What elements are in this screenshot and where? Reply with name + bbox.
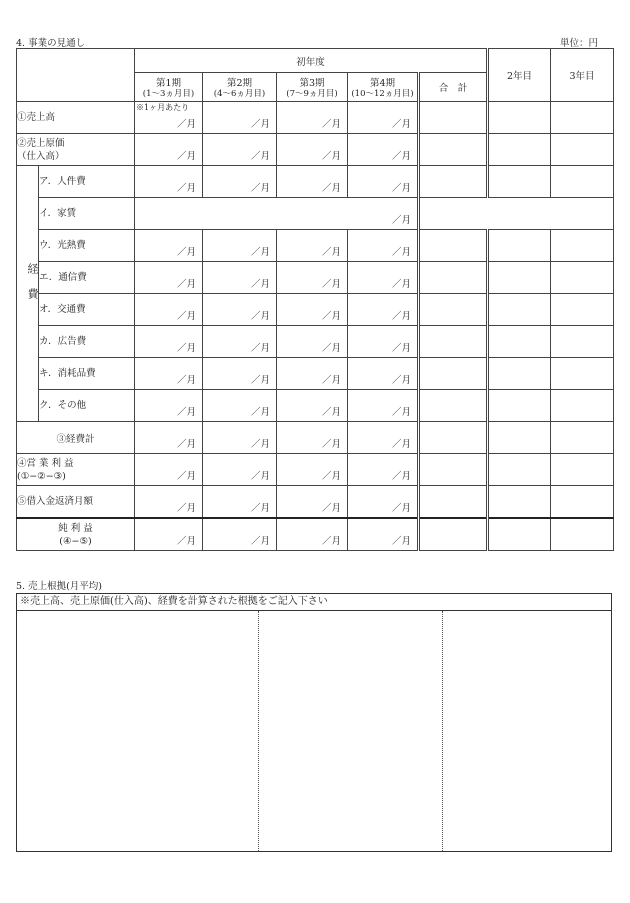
input-cell[interactable]: ／月 bbox=[135, 230, 203, 262]
total-cell[interactable] bbox=[419, 294, 488, 326]
year2-cell[interactable] bbox=[488, 102, 551, 134]
total-cell[interactable] bbox=[419, 358, 488, 390]
input-cell[interactable]: ／月 bbox=[135, 166, 203, 198]
total-cell[interactable] bbox=[419, 230, 488, 262]
basis-column-3[interactable] bbox=[443, 611, 611, 851]
input-cell[interactable]: ／月 bbox=[135, 390, 203, 422]
row-label-expense: カ．広告費 bbox=[39, 326, 135, 358]
total-cell[interactable] bbox=[419, 262, 488, 294]
input-cell[interactable]: ／月 bbox=[277, 390, 348, 422]
year2-cell[interactable] bbox=[488, 390, 551, 422]
row-label-sales: ①売上高 bbox=[17, 102, 135, 134]
period-1-header: 第1期 (1〜3ヵ月目) bbox=[135, 73, 203, 102]
input-cell[interactable]: ／月 bbox=[348, 326, 419, 358]
row-label-expense: ウ．光熱費 bbox=[39, 230, 135, 262]
period-2-header: 第2期 (4〜6ヵ月目) bbox=[203, 73, 277, 102]
input-cell[interactable]: ／月 bbox=[277, 102, 348, 134]
input-cell[interactable]: ／月 bbox=[203, 390, 277, 422]
business-forecast-table bbox=[16, 48, 614, 551]
total-cell[interactable] bbox=[419, 134, 488, 166]
year3-cell[interactable] bbox=[551, 422, 614, 454]
total-cell[interactable] bbox=[419, 390, 488, 422]
table-row-expense bbox=[17, 294, 614, 326]
input-cell[interactable]: ／月 bbox=[203, 518, 277, 551]
first-year-header: 初年度 bbox=[135, 49, 488, 73]
table-row-operating-profit bbox=[17, 454, 614, 486]
row-label-expense: イ．家賃 bbox=[39, 198, 135, 230]
input-cell[interactable]: ／月 bbox=[277, 230, 348, 262]
year2-cell[interactable] bbox=[488, 518, 551, 551]
table-row-net-profit bbox=[17, 518, 614, 551]
sales-basis-instruction: ※売上高、売上原価(仕入高)、経費を計算された根拠をご記入下さい bbox=[17, 594, 611, 611]
year3-cell[interactable] bbox=[551, 326, 614, 358]
input-cell[interactable]: ／月 bbox=[203, 294, 277, 326]
year3-cell[interactable] bbox=[551, 294, 614, 326]
year3-cell[interactable] bbox=[551, 454, 614, 486]
row-label-expense: キ．消耗品費 bbox=[39, 358, 135, 390]
input-cell[interactable]: ／月 bbox=[277, 454, 348, 486]
input-cell[interactable]: ／月 bbox=[135, 326, 203, 358]
row-label-cogs: ②売上原価 （仕入高） bbox=[17, 134, 135, 166]
input-cell[interactable]: ／月 bbox=[203, 326, 277, 358]
input-cell[interactable]: ／月 bbox=[135, 454, 203, 486]
expenses-vertical-label: 経費 bbox=[17, 166, 39, 422]
year3-cell[interactable] bbox=[551, 518, 614, 551]
input-cell[interactable]: ／月 bbox=[348, 454, 419, 486]
year3-cell[interactable] bbox=[551, 134, 614, 166]
table-row-expense-total bbox=[17, 422, 614, 454]
table-row-expense bbox=[17, 262, 614, 294]
input-cell[interactable]: ※1ヶ月あたり ／月 bbox=[135, 102, 203, 134]
input-cell[interactable]: ／月 bbox=[135, 358, 203, 390]
input-cell[interactable]: ／月 bbox=[348, 134, 419, 166]
input-cell[interactable]: ／月 bbox=[203, 486, 277, 519]
row-label-expense: オ．交通費 bbox=[39, 294, 135, 326]
input-cell[interactable]: ／月 bbox=[348, 422, 419, 454]
input-cell[interactable]: ／月 bbox=[277, 518, 348, 551]
table-row-sales bbox=[17, 102, 614, 134]
input-cell[interactable]: ／月 bbox=[135, 262, 203, 294]
total-cell[interactable] bbox=[419, 454, 488, 486]
year2-cell[interactable] bbox=[488, 134, 551, 166]
total-cell[interactable] bbox=[419, 166, 488, 198]
input-cell[interactable]: ／月 bbox=[348, 166, 419, 198]
rent-input-cell[interactable]: ／月 bbox=[135, 198, 419, 230]
rent-blank-cell bbox=[419, 198, 614, 230]
input-cell[interactable]: ／月 bbox=[348, 230, 419, 262]
input-cell[interactable]: ／月 bbox=[277, 422, 348, 454]
input-cell[interactable]: ／月 bbox=[348, 486, 419, 519]
input-cell[interactable]: ／月 bbox=[277, 166, 348, 198]
input-cell[interactable]: ／月 bbox=[348, 518, 419, 551]
input-cell[interactable]: ／月 bbox=[203, 230, 277, 262]
input-cell[interactable]: ／月 bbox=[277, 486, 348, 519]
input-cell[interactable]: ／月 bbox=[348, 390, 419, 422]
input-cell[interactable]: ／月 bbox=[277, 294, 348, 326]
total-cell[interactable] bbox=[419, 422, 488, 454]
input-cell[interactable]: ／月 bbox=[348, 102, 419, 134]
year3-cell[interactable] bbox=[551, 262, 614, 294]
year3-cell[interactable] bbox=[551, 390, 614, 422]
input-cell[interactable]: ／月 bbox=[203, 134, 277, 166]
input-cell[interactable]: ／月 bbox=[135, 518, 203, 551]
year3-cell[interactable] bbox=[551, 486, 614, 519]
table-row-cogs bbox=[17, 134, 614, 166]
year2-cell[interactable] bbox=[488, 358, 551, 390]
header-blank bbox=[17, 49, 135, 102]
input-cell[interactable]: ／月 bbox=[348, 358, 419, 390]
year2-cell[interactable] bbox=[488, 326, 551, 358]
input-cell[interactable]: ／月 bbox=[203, 454, 277, 486]
basis-column-2[interactable] bbox=[259, 611, 442, 851]
section-5-title: 5. 売上根拠(月平均) bbox=[16, 581, 102, 592]
year2-cell[interactable] bbox=[488, 262, 551, 294]
year2-header: 2年目 bbox=[488, 49, 551, 102]
table-row-expense bbox=[17, 390, 614, 422]
year3-cell[interactable] bbox=[551, 102, 614, 134]
input-cell[interactable]: ／月 bbox=[135, 134, 203, 166]
total-cell[interactable] bbox=[419, 102, 488, 134]
table-row-expense-rent bbox=[17, 198, 614, 230]
input-cell[interactable]: ／月 bbox=[277, 262, 348, 294]
table-row-expense bbox=[17, 166, 614, 198]
row-label-expense-total: ③経費計 bbox=[17, 422, 135, 454]
year2-cell[interactable] bbox=[488, 422, 551, 454]
year3-cell[interactable] bbox=[551, 230, 614, 262]
row-label-expense: ア．人件費 bbox=[39, 166, 135, 198]
input-cell[interactable]: ／月 bbox=[203, 422, 277, 454]
total-header: 合 計 bbox=[419, 73, 488, 102]
input-cell[interactable]: ／月 bbox=[348, 294, 419, 326]
unit-label: 単位：円 bbox=[560, 38, 599, 49]
input-cell[interactable]: ／月 bbox=[203, 102, 277, 134]
year2-cell[interactable] bbox=[488, 486, 551, 519]
year3-header: 3年目 bbox=[551, 49, 614, 102]
period-4-header: 第4期 (10〜12ヵ月目) bbox=[348, 73, 419, 102]
sales-basis-box bbox=[16, 593, 612, 852]
year2-cell[interactable] bbox=[488, 454, 551, 486]
table-row-expense bbox=[17, 326, 614, 358]
basis-column-1[interactable] bbox=[17, 611, 258, 851]
year2-cell[interactable] bbox=[488, 230, 551, 262]
row-label-net-profit: 純 利 益 (④−⑤) bbox=[17, 518, 135, 551]
period-3-header: 第3期 (7〜9ヵ月目) bbox=[277, 73, 348, 102]
year2-cell[interactable] bbox=[488, 294, 551, 326]
input-cell[interactable]: ／月 bbox=[203, 358, 277, 390]
section-4-title: 4. 事業の見通し bbox=[16, 38, 86, 49]
year3-cell[interactable] bbox=[551, 358, 614, 390]
row-label-expense: ク．その他 bbox=[39, 390, 135, 422]
input-cell[interactable]: ／月 bbox=[348, 262, 419, 294]
total-cell[interactable] bbox=[419, 326, 488, 358]
table-row-loan-repayment bbox=[17, 486, 614, 519]
total-cell[interactable] bbox=[419, 518, 488, 551]
input-cell[interactable]: ／月 bbox=[277, 134, 348, 166]
input-cell[interactable]: ／月 bbox=[135, 486, 203, 519]
year3-cell[interactable] bbox=[551, 166, 614, 198]
table-row-expense bbox=[17, 230, 614, 262]
input-cell[interactable]: ／月 bbox=[203, 166, 277, 198]
input-cell[interactable]: ／月 bbox=[135, 422, 203, 454]
input-cell[interactable]: ／月 bbox=[277, 326, 348, 358]
year2-cell[interactable] bbox=[488, 166, 551, 198]
input-cell[interactable]: ／月 bbox=[135, 294, 203, 326]
input-cell[interactable]: ／月 bbox=[203, 262, 277, 294]
input-cell[interactable]: ／月 bbox=[277, 358, 348, 390]
table-row-expense bbox=[17, 358, 614, 390]
total-cell[interactable] bbox=[419, 486, 488, 519]
row-label-operating-profit: ④営 業 利 益 (①−②−③) bbox=[17, 454, 135, 486]
row-label-loan-repayment: ⑤借入金返済月額 bbox=[17, 486, 135, 519]
row-label-expense: エ．通信費 bbox=[39, 262, 135, 294]
